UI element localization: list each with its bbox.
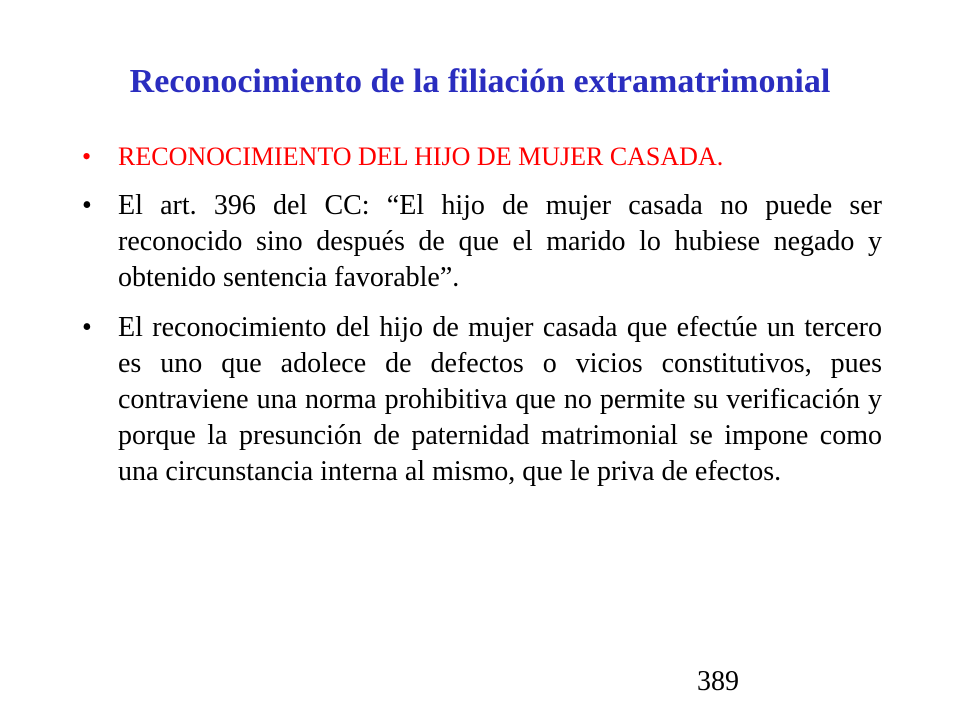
bullet-item-married-woman-child [82,140,882,174]
bullet-text: El reconocimiento del hijo de mujer casada que efectúe un tercero es uno que adolece de defectos o vicios constitutivos, pues contraviene una norma prohibitiva que no permite su verificación y porque la presunción de paternidad matrimonial se impone como una circunstancia interna al mismo, que le priva de efectos. [118,312,882,487]
bullet-text: El art. 396 del CC: “El hijo de mujer casada no puede ser reconocido sino después de que el marido lo hubiese negado y obtenido sentencia favorable”. [118,190,882,293]
bullet-item-article-396 [82,188,882,296]
bullet-text: RECONOCIMIENTO DEL HIJO DE MUJER CASADA. [118,142,724,171]
bullet-dot-icon: • [82,142,92,171]
bullet-dot-icon: • [82,190,92,221]
slide-title: Reconocimiento de la filiación extramatrimonial [129,63,831,100]
bullet-list [82,140,882,504]
bullet-item-third-party-recognition [82,310,882,490]
page-number: 389 [697,666,739,697]
bullet-dot-icon: • [82,312,92,343]
